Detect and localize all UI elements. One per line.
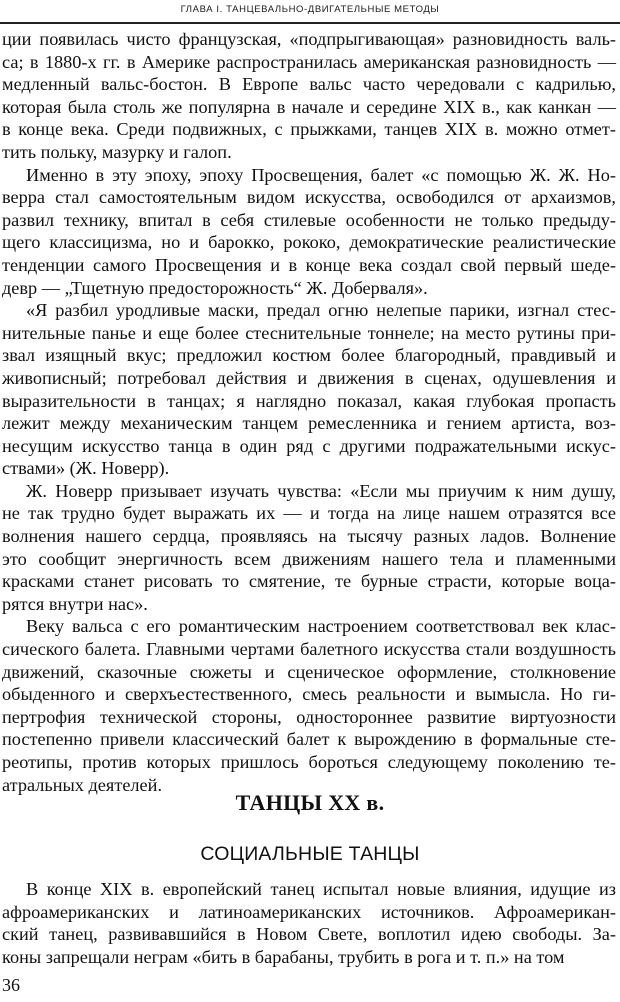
text-line: сического балета. Главными чертами балетного искусства стали воздушность (2, 639, 616, 660)
continuation-body-text (2, 878, 616, 968)
text-line: движений, сказочные сюжеты и сценическое оформление, столкновение (2, 661, 616, 682)
text-line: девр — „Тщетную предосторожность“ Ж. Доберваля». (2, 277, 428, 298)
text-line: Веку вальса с его романтическим настроением соответствовал век клас- (26, 616, 616, 637)
text-line: щего классицизма, но и барокко, рококо, демократические реалистические (2, 232, 616, 253)
text-line: ский танец, развивавшийся в Новом Свете, воплотил идею свободы. За- (2, 924, 616, 945)
paragraph (2, 480, 616, 616)
text-line: развил технику, впитал в себя стилевые особенности не только предыду- (2, 209, 616, 230)
text-line: пертрофия технической стороны, одностороннее развитие виртуозности (2, 706, 616, 727)
main-body-text (2, 28, 616, 796)
text-line: которая была столь же популярна в начале и середине XIX в., как канкан — (2, 96, 616, 117)
text-line: постепенно привели классический балет к вырождению в формальные сте- (2, 729, 616, 750)
text-line: это сообщит энергичность всем движениям нашего тела и пламенными (2, 548, 616, 569)
text-line: атральных деятелей. (2, 774, 163, 795)
text-line: медленный вальс-бостон. В Европе вальс часто чередовали с кадрилью, (2, 74, 616, 95)
text-line: верра стал самостоятельным видом искусства, освободился от архаизмов, (2, 187, 616, 208)
section-title: ТАНЦЫ XX в. (235, 790, 385, 815)
paragraph (2, 615, 616, 796)
text-line: ции появилась чисто французская, «подпрыгивающая» разновидность валь- (2, 29, 616, 49)
running-head: ГЛАВА I. ТАНЦЕВАЛЬНО-ДВИГАТЕЛЬНЫЕ МЕТОДЫ (180, 4, 440, 15)
paragraph (2, 299, 616, 480)
text-line: звал изящный вкус; предложил костюм более благородный, правдивый и (2, 345, 616, 366)
text-line: афроамериканских и латиноамериканских источников. Афроамерикан- (2, 901, 616, 922)
text-line: живописный; потребовал действия и движения в сценах, одушевления и (2, 367, 616, 388)
page-number: 36 (2, 975, 20, 995)
text-line: нительные панье и еще более стеснительные тоннеле; на место рутины при- (2, 322, 616, 343)
text-line: лежит между механическим танцем ремесленника и гением артиста, воз- (2, 413, 616, 434)
text-line: не так трудно будет выражать их — и тогда на лице нашем отразятся все (2, 503, 616, 524)
text-line: реотипы, против которых пришлось бороться следующему поколению те- (2, 752, 616, 772)
text-line: Ж. Новерр призывает изучать чувства: «Если мы приучим к ним душу, (26, 480, 616, 501)
text-line: обыденного и сверхъестественного, смесь реальности и вымысла. Но ги- (2, 684, 616, 705)
text-line: «Я разбил уродливые маски, предал огню нелепые парики, изгнал стес- (26, 300, 616, 321)
text-line: В конце XIX в. европейский танец испытал новые влияния, идущие из (26, 879, 616, 899)
text-line: рятся внутри нас». (2, 593, 148, 614)
text-line: выразительности в танцах; я наглядно показал, какая глубокая пропасть (2, 390, 616, 411)
paragraph (2, 878, 616, 968)
text-line: тить польку, мазурку и галоп. (2, 141, 232, 162)
text-line: Именно в эту эпоху, эпоху Просвещения, балет «с помощью Ж. Ж. Но- (26, 164, 616, 185)
header-rule (0, 22, 620, 24)
text-line: тенденции самого Просвещения и в конце века создал свой первый шеде- (2, 254, 616, 275)
text-line: несущим искусство танца в один ряд с другими подражательными искус- (2, 435, 616, 456)
paragraph (2, 28, 616, 164)
text-line: са; в 1880-х гг. в Америке распространилась американская разновидность — (2, 51, 616, 72)
subsection-title: СОЦИАЛЬНЫЕ ТАНЦЫ (200, 843, 420, 865)
text-line: волнения нашего сердца, проявляясь на тысячу разных ладов. Волнение (2, 526, 616, 547)
text-line: красками станет рисовать то смятение, те бурные страсти, которые воца- (2, 571, 616, 592)
text-line: в конце века. Среди подвижных, с прыжками, танцев XIX в. можно отмет- (2, 119, 616, 140)
text-line: коны запрещали неграм «бить в барабаны, трубить в рога и т. п.» на том (2, 946, 565, 967)
paragraph (2, 164, 616, 300)
text-line: ствами» (Ж. Новерр). (2, 458, 170, 479)
